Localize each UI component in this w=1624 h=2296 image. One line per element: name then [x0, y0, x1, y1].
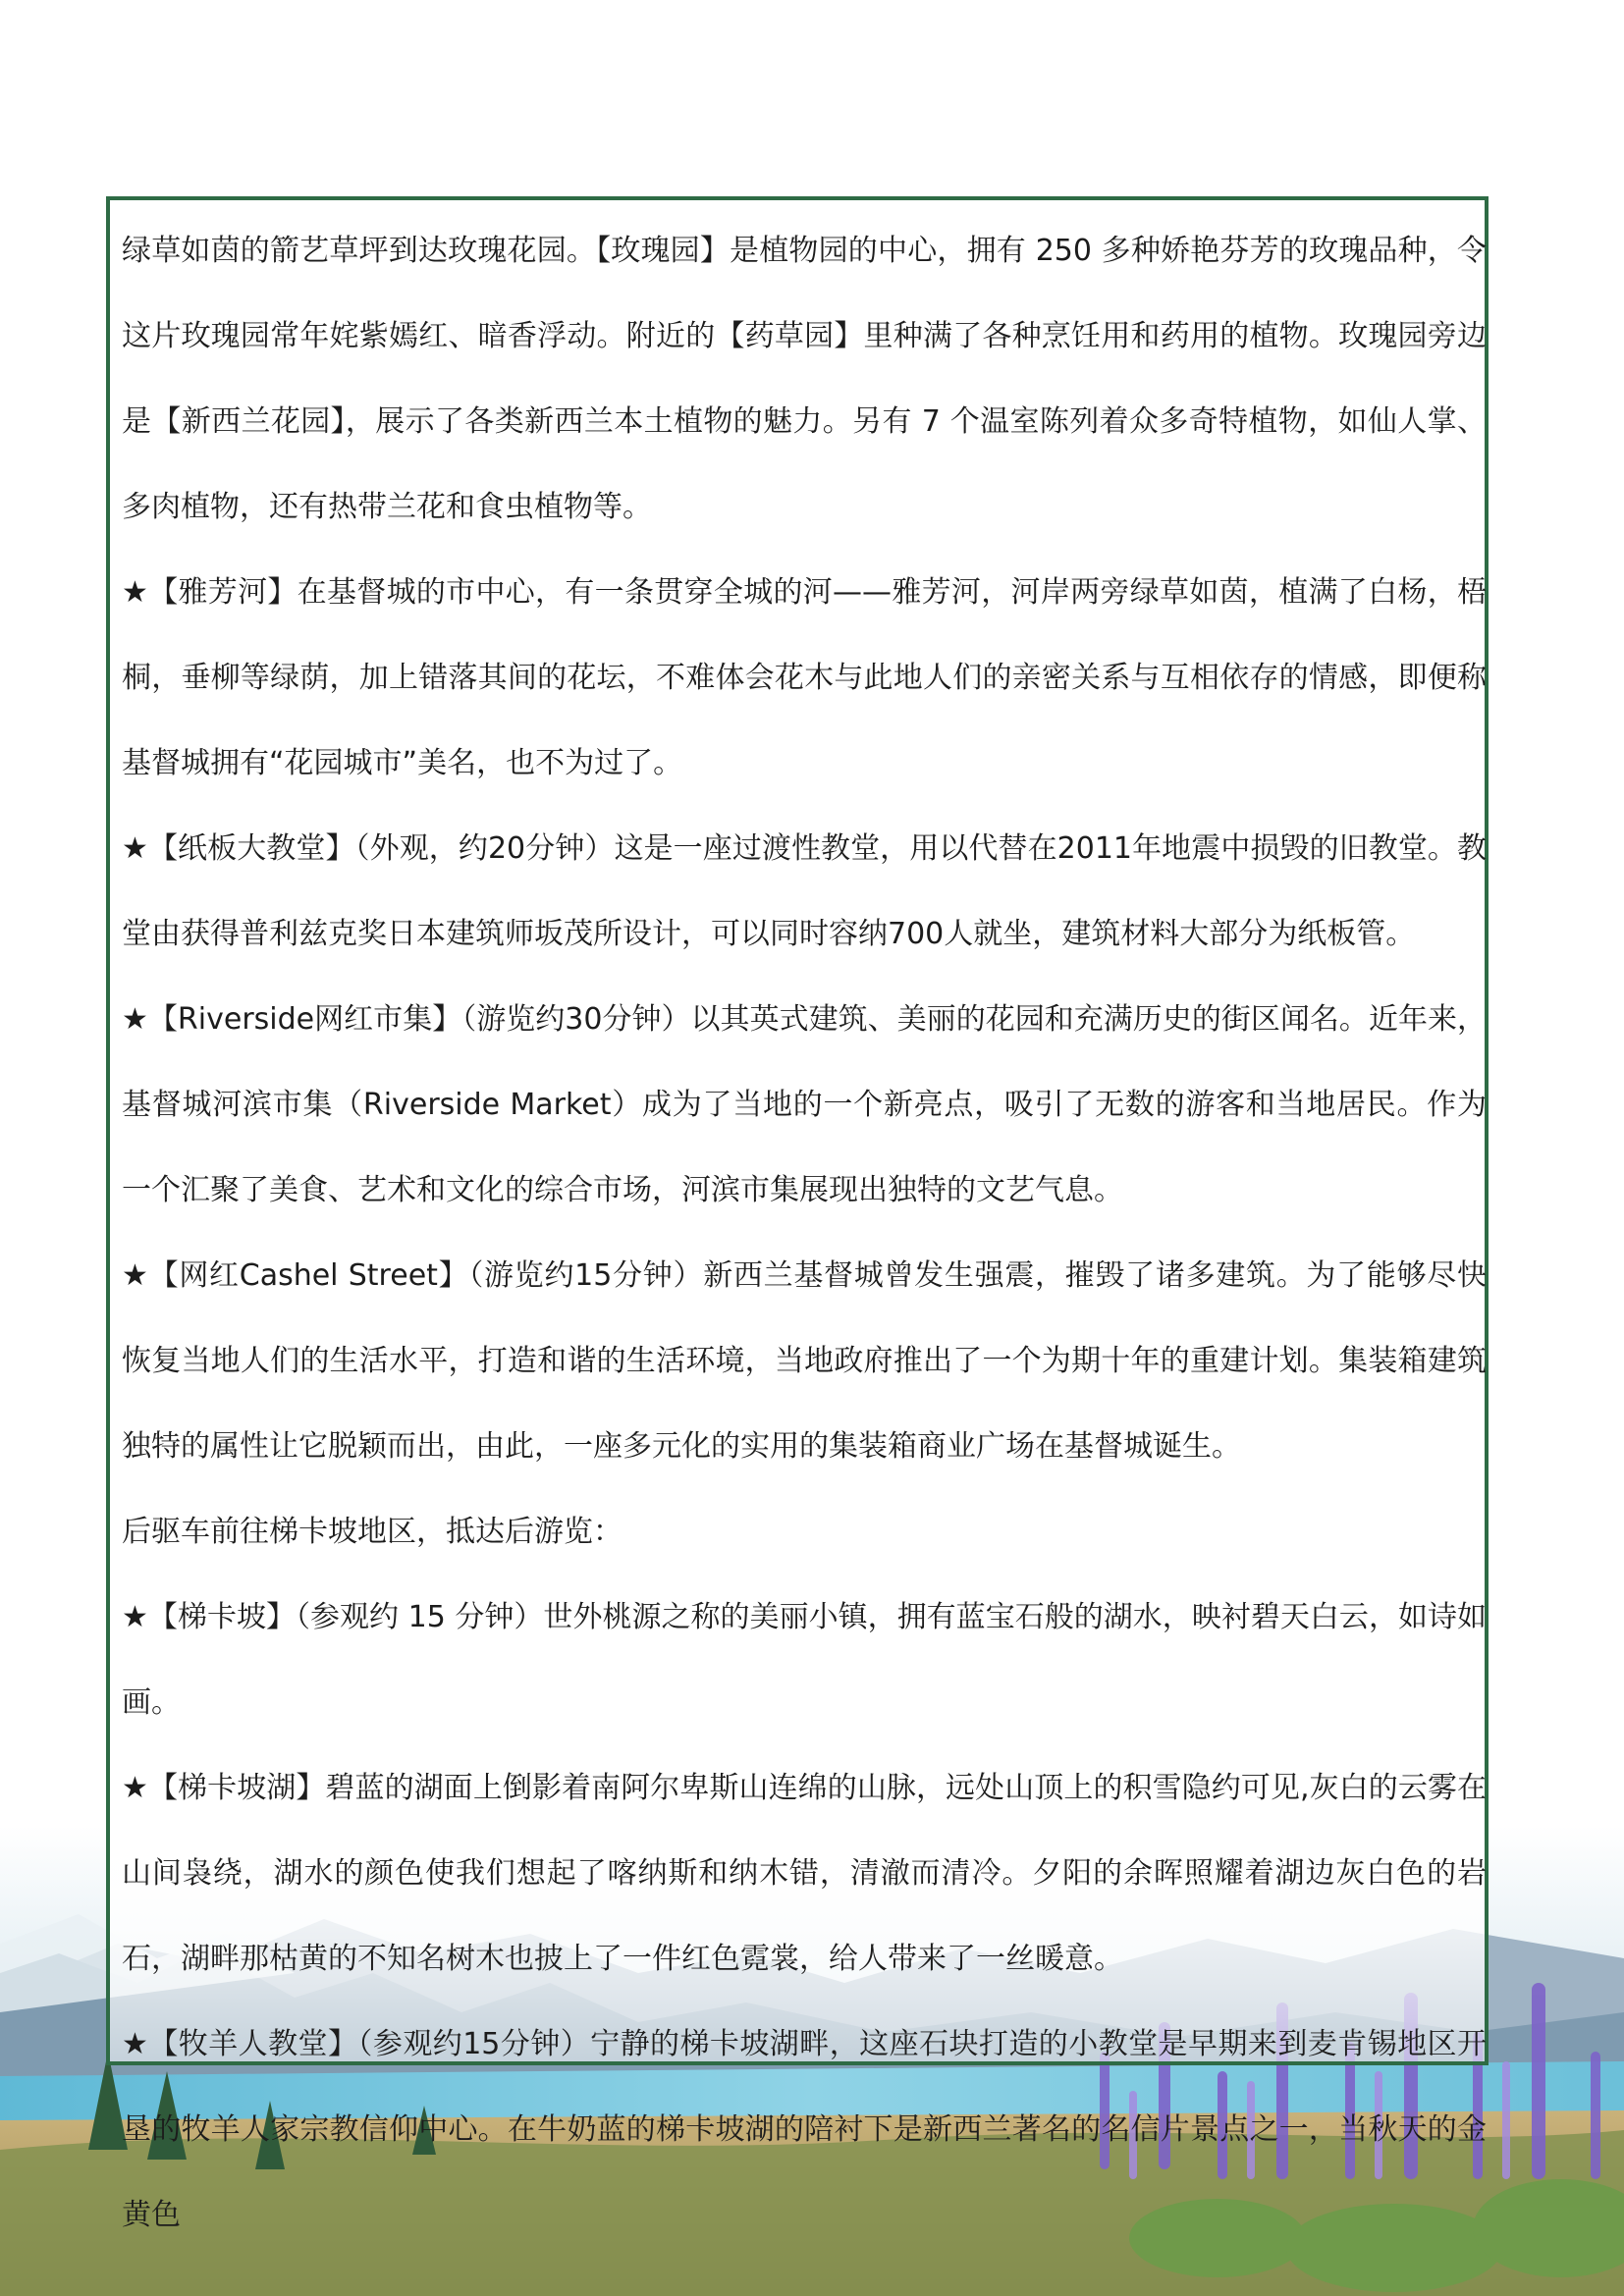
paragraph-good-shepherd-church: ★【牧羊人教堂】（参观约15分钟）宁静的梯卡坡湖畔，这座石块打造的小教堂是早期来到麦肯锡地区开垦的牧羊人家宗教信仰中心。在牛奶蓝的梯卡坡湖的陪衬下是新西兰著名的名信片景点之一，当秋天的金黄色	[122, 2027, 1487, 2232]
itinerary-text	[122, 208, 1487, 2258]
paragraph-drive-to-tekapo: 后驱车前往梯卡坡地区，抵达后游览：	[122, 1515, 623, 1549]
paragraph-cashel-street: ★【网红Cashel Street】（游览约15分钟）新西兰基督城曾发生强震，摧毁了诸多建筑。为了能够尽快恢复当地人们的生活水平，打造和谐的生活环境，当地政府推出了一个为期十年的重建计划。集装箱建筑独特的属性让它脱颖而出，由此，一座多元化的实用的集装箱商业广场在基督城诞生。	[122, 1258, 1487, 1464]
paragraph-lake-tekapo: ★【梯卡坡湖】碧蓝的湖面上倒影着南阿尔卑斯山连绵的山脉，远处山顶上的积雪隐约可见,灰白的云雾在山间袅绕，湖水的颜色使我们想起了喀纳斯和纳木错，清澈而清冷。夕阳的余晖照耀着湖边灰白色的岩石，湖畔那枯黄的不知名树木也披上了一件红色霓裳，给人带来了一丝暖意。	[122, 1771, 1487, 1976]
paragraph-riverside-market: ★【Riverside网红市集】（游览约30分钟）以其英式建筑、美丽的花园和充满历史的街区闻名。近年来，基督城河滨市集（Riverside Market）成为了当地的一个新亮点，吸引了无数的游客和当地居民。作为一个汇聚了美食、艺术和文化的综合市场，河滨市集展现出独特的文艺气息。	[122, 1002, 1487, 1207]
paragraph-avon-river: ★【雅芳河】在基督城的市中心，有一条贯穿全城的河——雅芳河，河岸两旁绿草如茵，植满了白杨，梧桐，垂柳等绿荫，加上错落其间的花坛，不难体会花木与此地人们的亲密关系与互相依存的情感，即便称基督城拥有“花园城市”美名，也不为过了。	[122, 575, 1487, 780]
paragraph-cardboard-cathedral: ★【纸板大教堂】（外观，约20分钟）这是一座过渡性教堂，用以代替在2011年地震中损毁的旧教堂。教堂由获得普利兹克奖日本建筑师坂茂所设计，可以同时容纳700人就坐，建筑材料大部分为纸板管。	[122, 831, 1487, 951]
paragraph-botanic-garden: 绿草如茵的箭艺草坪到达玫瑰花园。【玫瑰园】是植物园的中心，拥有 250 多种娇艳芬芳的玫瑰品种，令这片玫瑰园常年姹紫嫣红、暗香浮动。附近的【药草园】里种满了各种烹饪用和药用的植物。玫瑰园旁边是【新西兰花园】，展示了各类新西兰本土植物的魅力。另有 7 个温室陈列着众多奇特植物，如仙人掌、多肉植物，还有热带兰花和食虫植物等。	[122, 234, 1487, 524]
paragraph-tekapo-town: ★【梯卡坡】（参观约 15 分钟）世外桃源之称的美丽小镇，拥有蓝宝石般的湖水，映衬碧天白云，如诗如画。	[122, 1600, 1487, 1720]
